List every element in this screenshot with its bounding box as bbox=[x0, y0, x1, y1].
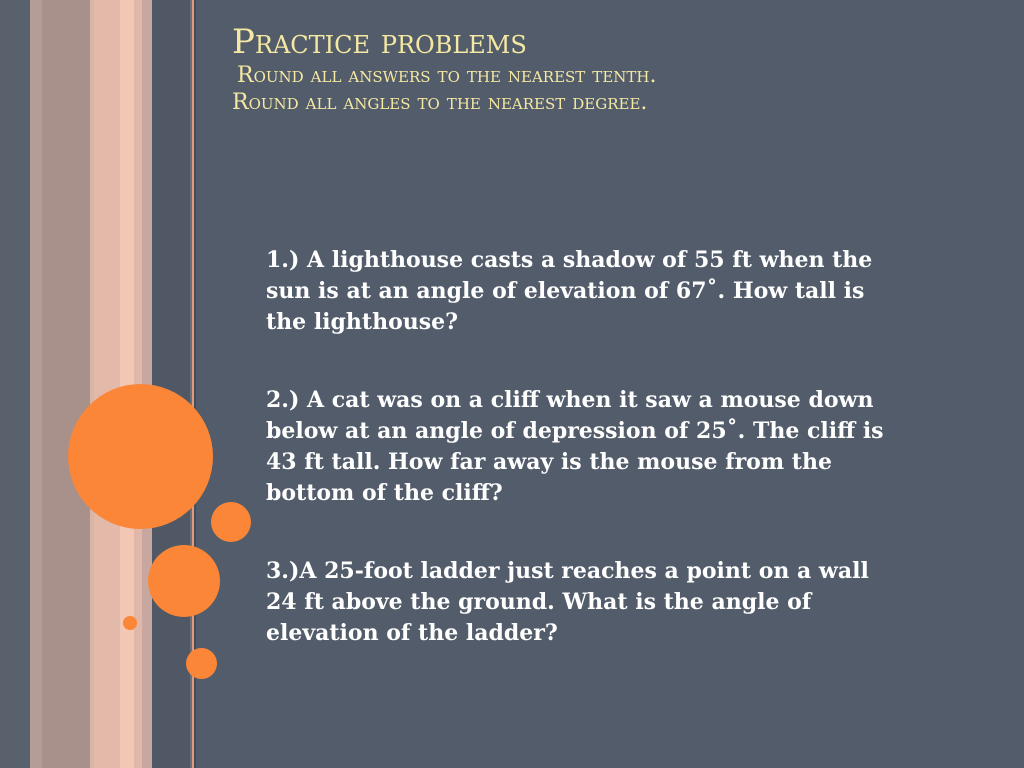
problem-list bbox=[266, 245, 946, 696]
decorative-stripe bbox=[30, 0, 42, 768]
decorative-circle-large bbox=[68, 384, 213, 529]
decorative-circle-medium bbox=[148, 545, 220, 617]
problem-item-1: 1.) A lighthouse casts a shadow of 55 ft when the sun is at an angle of elevation of 67˚. How tall is the lighthouse? bbox=[266, 247, 873, 335]
slide-subtitle-rounding-angles: Round all angles to the nearest degree. bbox=[232, 90, 648, 115]
problem-item-2: 2.) A cat was on a cliff when it saw a mouse down below at an angle of depression of 25˚. The cliff is 43 ft tall. How far away is the mouse from the bottom of the cliff? bbox=[266, 387, 884, 506]
decorative-circle-small bbox=[211, 502, 251, 542]
slide-title: Practice problems bbox=[232, 22, 527, 62]
decorative-stripe bbox=[42, 0, 90, 768]
decorative-stripe bbox=[152, 0, 190, 768]
decorative-stripe bbox=[0, 0, 30, 768]
decorative-circle-small bbox=[186, 648, 217, 679]
decorative-circle-tiny bbox=[123, 616, 137, 630]
problem-item-3: 3.)A 25-foot ladder just reaches a point on a wall 24 ft above the ground. What is the angle of elevation of the ladder? bbox=[266, 558, 869, 646]
slide-subtitle-rounding-answers: Round all answers to the nearest tenth. bbox=[237, 63, 657, 88]
title-block bbox=[232, 22, 1002, 116]
decorative-stripe bbox=[94, 0, 120, 768]
